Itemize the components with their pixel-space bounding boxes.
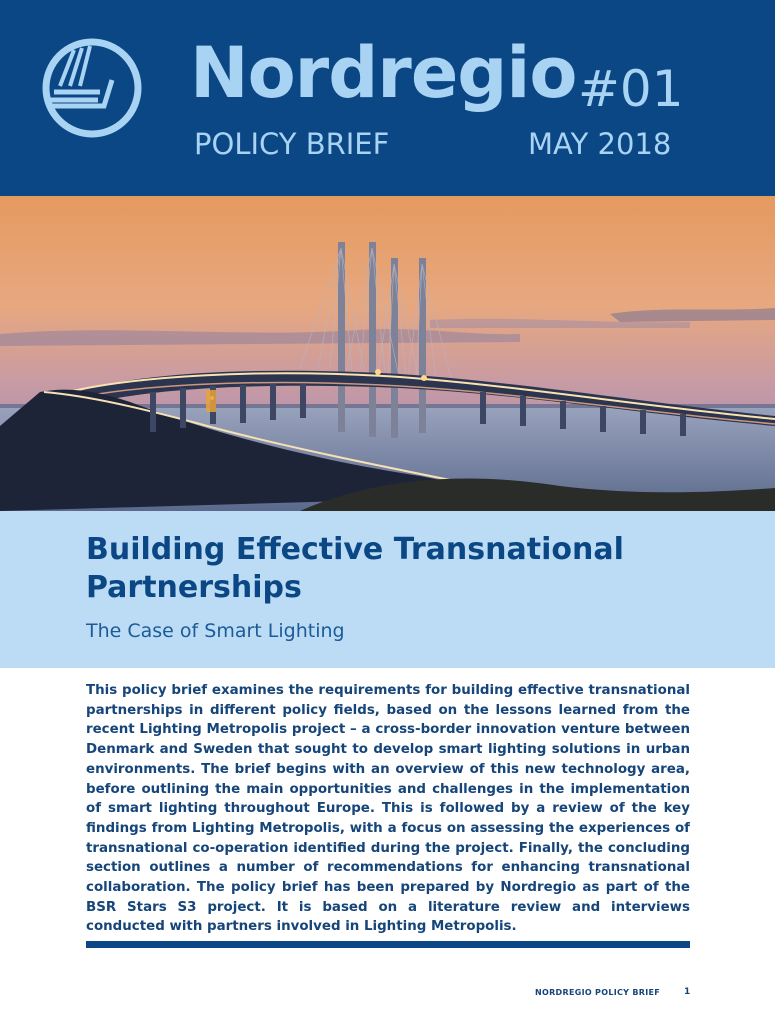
nordregio-logo-icon <box>40 34 144 142</box>
bridge-illustration <box>0 196 775 511</box>
footer-label: NORDREGIO POLICY BRIEF <box>535 988 661 997</box>
issue-date: MAY 2018 <box>528 127 672 161</box>
cover-photo <box>0 196 775 511</box>
header-band <box>0 0 775 196</box>
series-label: POLICY BRIEF <box>194 127 390 161</box>
brand-name: Nordregio <box>190 32 577 114</box>
divider-rule <box>86 941 690 948</box>
page-number: 1 <box>684 987 691 997</box>
title-band <box>0 511 775 668</box>
document-title: Building Effective Transnational Partnerships <box>86 532 624 605</box>
issue-number: #01 <box>578 60 684 118</box>
document-subtitle: The Case of Smart Lighting <box>86 620 345 642</box>
abstract-paragraph: This policy brief examines the requirements for building effective transnational partnerships in different policy fields, based on the lessons learned from the recent Lighting Metropolis project – a cross-border innovation venture between Denmark and Sweden that sought to develop smart lighting solutions in urban environments. The brief begins with an overview of this new technology area, before outlining the main opportunities and challenges in the implementation of smart lighting throughout Europe. This is followed by a review of the key findings from Lighting Metropolis, with a focus on assessing the experiences of transnational co-operation identified during the project. Finally, the concluding section outlines a number of recommendations for enhancing transnational collaboration. The policy brief has been prepared by Nordregio as part of the BSR Stars S3 project. It is based on a literature review and interviews conducted with partners involved in Lighting Metropolis. <box>86 683 690 935</box>
